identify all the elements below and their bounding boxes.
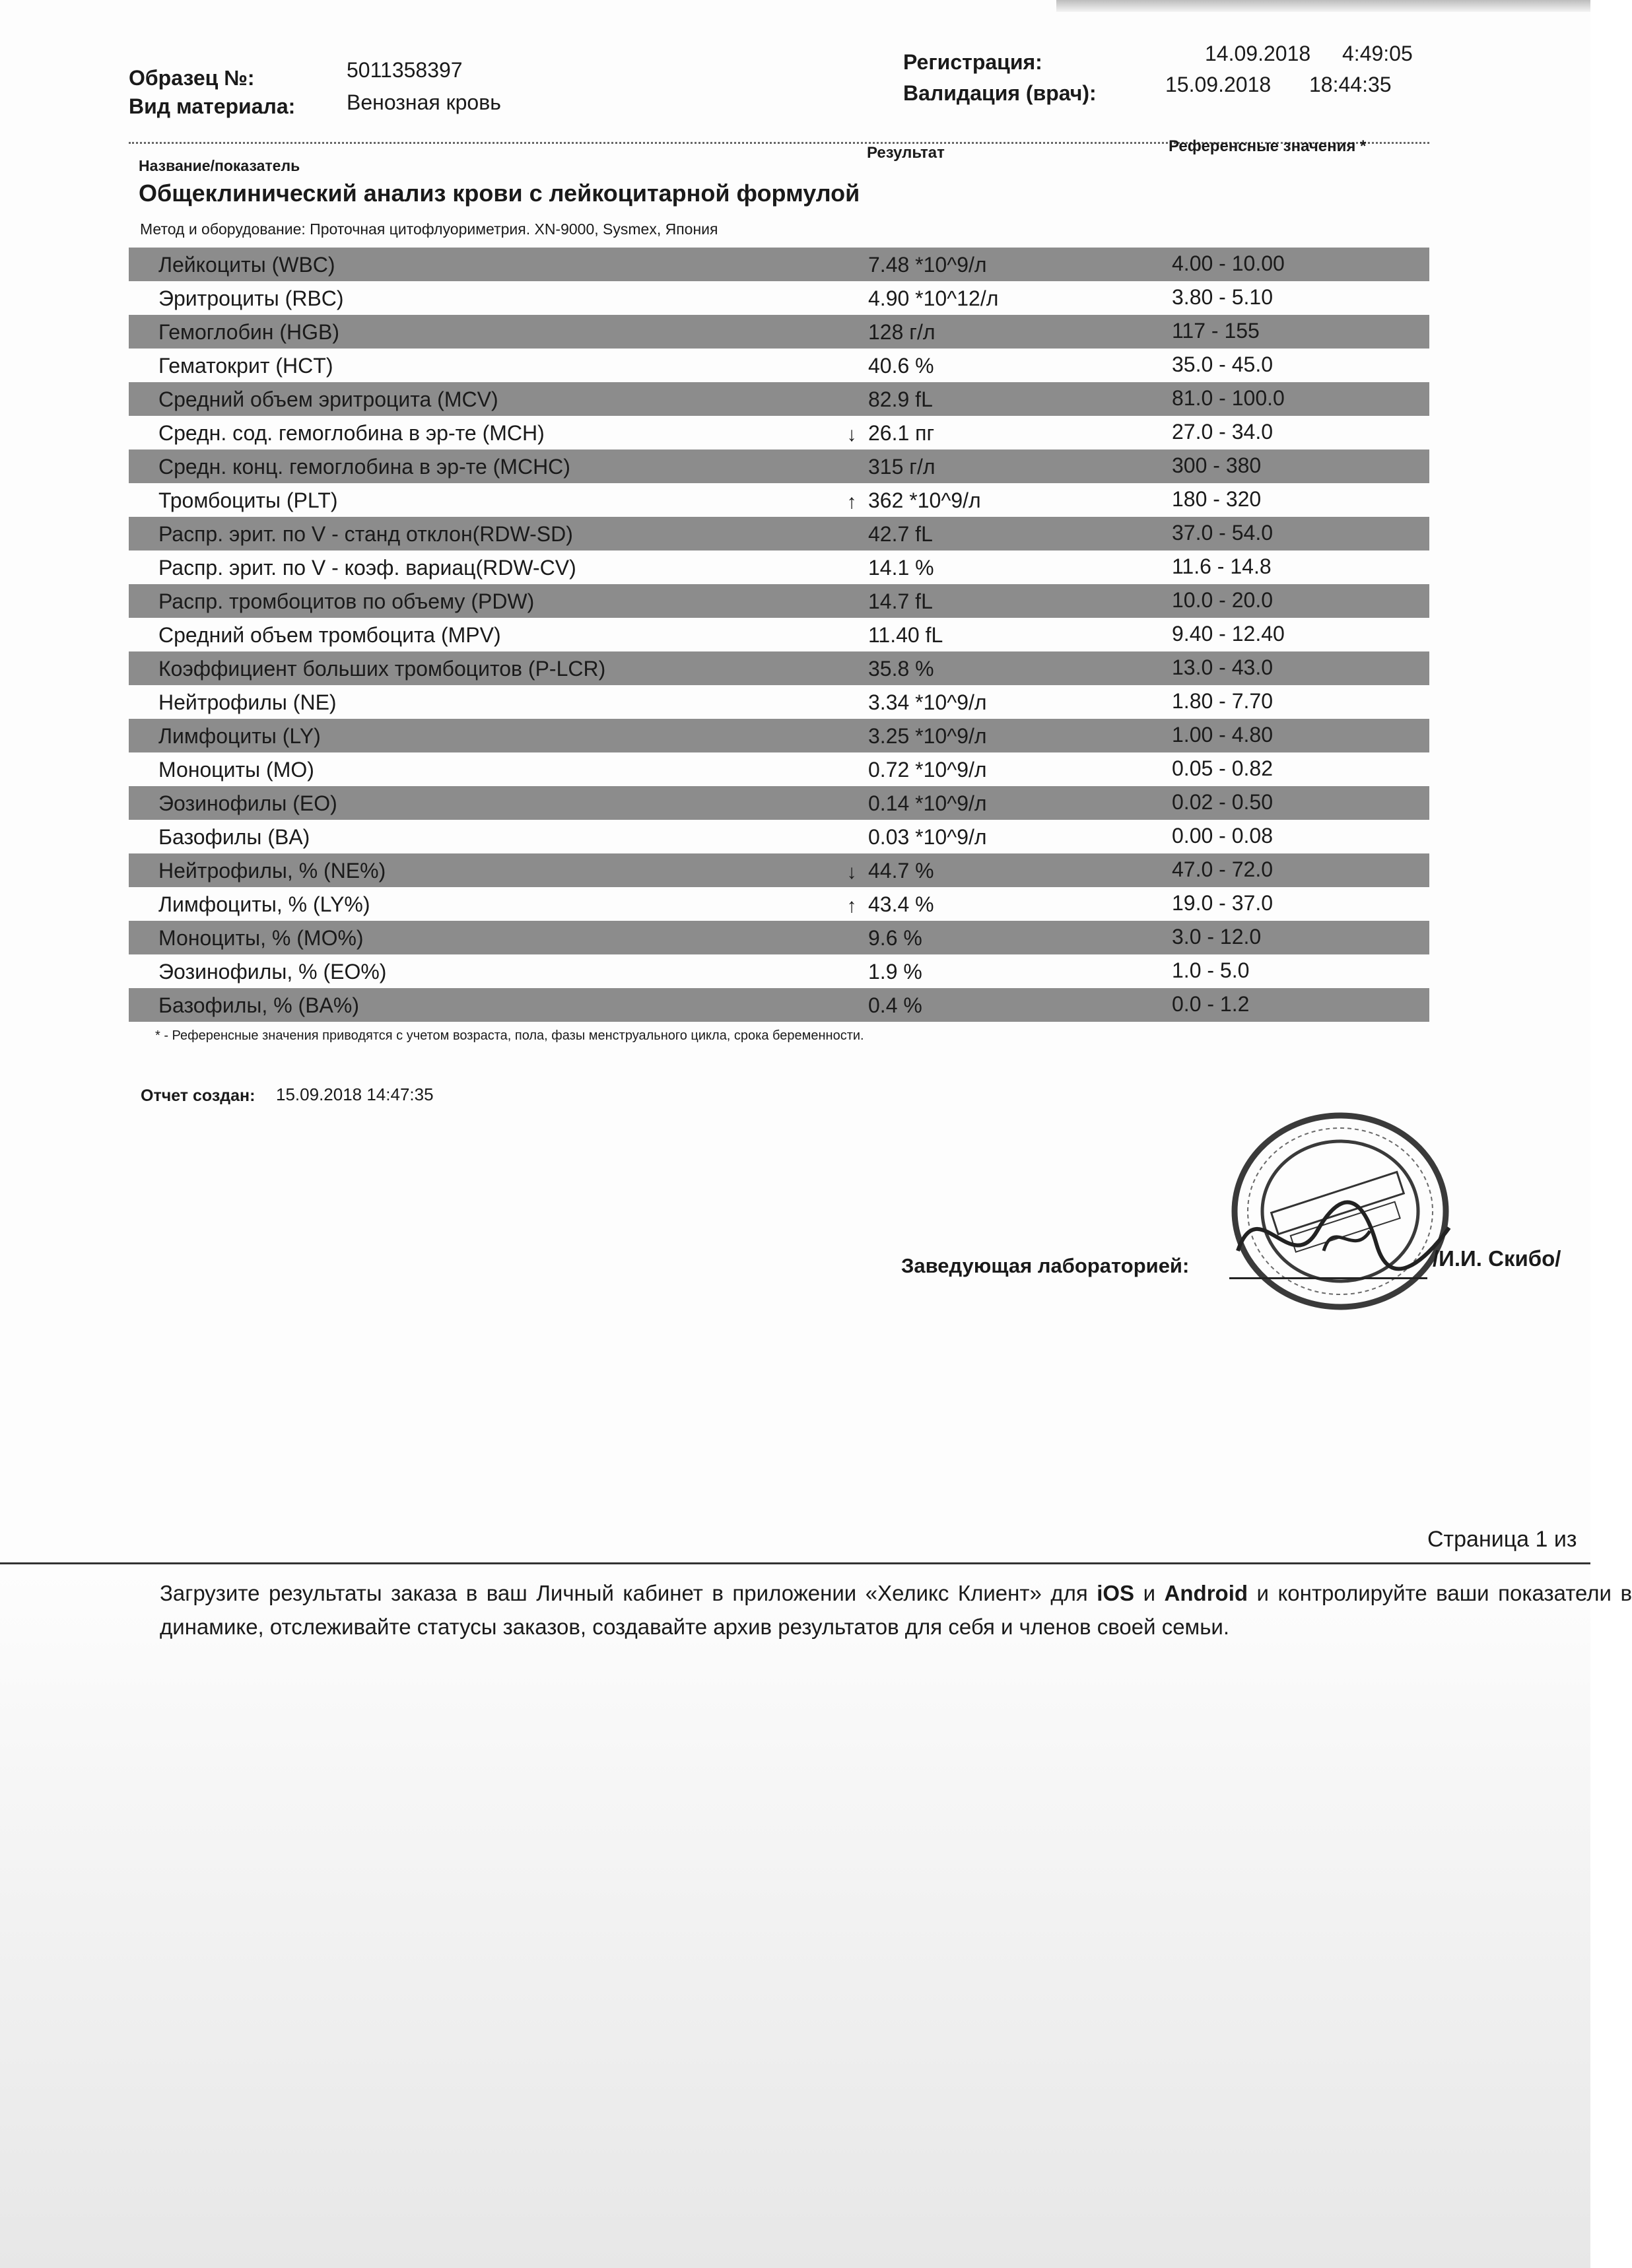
table-row bbox=[129, 281, 1429, 315]
page-number: Страница 1 из bbox=[1427, 1527, 1577, 1552]
head-of-lab-name: /И.И. Скибо/ bbox=[1433, 1246, 1561, 1271]
abnormal-flag-icon: ↓ bbox=[846, 424, 857, 446]
sample-value: 5011358397 bbox=[347, 58, 463, 82]
result-value: 26.1 пг bbox=[868, 421, 935, 445]
column-header-name: Название/показатель bbox=[139, 157, 300, 174]
results-table bbox=[129, 248, 1429, 1022]
table-row bbox=[129, 651, 1429, 685]
result-value: 11.40 fL bbox=[868, 623, 943, 647]
registration-date: 14.09.2018 bbox=[1205, 42, 1311, 65]
reference-range: 180 - 320 bbox=[1172, 487, 1262, 511]
analyte-name: Распр. эрит. по V - коэф. вариац(RDW-CV) bbox=[158, 556, 576, 580]
analyte-name: Моноциты, % (MO%) bbox=[158, 926, 364, 950]
result-value: 44.7 % bbox=[868, 859, 934, 883]
table-row bbox=[129, 618, 1429, 651]
test-title: Общеклинический анализ крови с лейкоцитарной формулой bbox=[139, 180, 860, 207]
lab-stamp bbox=[1211, 1099, 1469, 1330]
validation-label: Валидация (врач): bbox=[903, 81, 1097, 105]
reference-range: 0.00 - 0.08 bbox=[1172, 824, 1273, 848]
analyte-name: Гематокрит (HCT) bbox=[158, 354, 333, 378]
analyte-name: Базофилы, % (BA%) bbox=[158, 993, 359, 1017]
scan-bottom-shade bbox=[0, 1571, 1590, 2268]
abnormal-flag-icon: ↑ bbox=[846, 491, 857, 513]
result-value: 4.90 *10^12/л bbox=[868, 286, 999, 310]
table-row bbox=[129, 820, 1429, 853]
abnormal-flag-icon: ↓ bbox=[846, 861, 857, 883]
report-created-label: Отчет создан: bbox=[141, 1086, 255, 1105]
scan-edge-shadow bbox=[1056, 0, 1590, 12]
report-created-value: 15.09.2018 14:47:35 bbox=[276, 1084, 434, 1104]
reference-range: 1.0 - 5.0 bbox=[1172, 958, 1250, 982]
promo-and: и bbox=[1134, 1581, 1165, 1605]
table-row bbox=[129, 382, 1429, 416]
reference-range: 19.0 - 37.0 bbox=[1172, 891, 1273, 915]
reference-range: 300 - 380 bbox=[1172, 453, 1262, 477]
table-row bbox=[129, 921, 1429, 954]
analyte-name: Коэффициент больших тромбоцитов (P-LCR) bbox=[158, 657, 606, 681]
result-value: 0.72 *10^9/л bbox=[868, 758, 987, 782]
reference-range: 3.0 - 12.0 bbox=[1172, 925, 1262, 949]
result-value: 128 г/л bbox=[868, 320, 935, 344]
table-row bbox=[129, 954, 1429, 988]
analyte-name: Нейтрофилы (NE) bbox=[158, 690, 337, 714]
analyte-name: Тромбоциты (PLT) bbox=[158, 488, 338, 512]
sample-label: Образец №: bbox=[129, 66, 255, 90]
method-line: Метод и оборудование: Проточная цитофлуориметрия. XN-9000, Sysmex, Япония bbox=[140, 220, 718, 238]
result-value: 14.7 fL bbox=[868, 589, 933, 613]
analyte-name: Лейкоциты (WBC) bbox=[158, 253, 335, 277]
result-value: 43.4 % bbox=[868, 892, 934, 916]
promo-text-2: и контролируйте ваши показатели в динамике, отслеживайте статусы заказов, создавайте архив результатов для себя и членов своей семьи. bbox=[160, 1581, 1632, 1639]
reference-range: 11.6 - 14.8 bbox=[1172, 554, 1272, 578]
table-row bbox=[129, 483, 1429, 517]
result-value: 3.25 *10^9/л bbox=[868, 724, 987, 748]
result-value: 14.1 % bbox=[868, 556, 934, 580]
reference-range: 35.0 - 45.0 bbox=[1172, 352, 1273, 376]
result-value: 35.8 % bbox=[868, 657, 934, 681]
column-header-result: Результат bbox=[867, 144, 945, 162]
table-row bbox=[129, 248, 1429, 281]
result-value: 0.03 *10^9/л bbox=[868, 825, 987, 849]
result-value: 9.6 % bbox=[868, 926, 922, 950]
table-row bbox=[129, 416, 1429, 450]
reference-footnote: * - Референсные значения приводятся с учетом возраста, пола, фазы менструального цикла, срока беременности. bbox=[155, 1028, 864, 1043]
reference-range: 0.0 - 1.2 bbox=[1172, 992, 1250, 1016]
table-row bbox=[129, 517, 1429, 550]
analyte-name: Средний объем тромбоцита (MPV) bbox=[158, 623, 501, 647]
analyte-name: Моноциты (MO) bbox=[158, 758, 314, 782]
column-header-reference: Референсные значения * bbox=[1169, 137, 1367, 155]
reference-range: 1.80 - 7.70 bbox=[1172, 689, 1273, 713]
registration-label: Регистрация: bbox=[903, 50, 1042, 74]
reference-range: 27.0 - 34.0 bbox=[1172, 420, 1273, 444]
reference-range: 37.0 - 54.0 bbox=[1172, 521, 1273, 545]
result-value: 315 г/л bbox=[868, 455, 935, 479]
table-row bbox=[129, 786, 1429, 820]
reference-range: 4.00 - 10.00 bbox=[1172, 251, 1285, 275]
table-row bbox=[129, 719, 1429, 752]
reference-range: 1.00 - 4.80 bbox=[1172, 723, 1273, 747]
result-value: 362 *10^9/л bbox=[868, 488, 981, 512]
result-value: 42.7 fL bbox=[868, 522, 933, 546]
abnormal-flag-icon: ↑ bbox=[846, 895, 857, 917]
reference-range: 0.02 - 0.50 bbox=[1172, 790, 1273, 814]
analyte-name: Лимфоциты (LY) bbox=[158, 724, 321, 748]
reference-range: 3.80 - 5.10 bbox=[1172, 285, 1273, 309]
promo-ios: iOS bbox=[1097, 1581, 1135, 1605]
analyte-name: Базофилы (BA) bbox=[158, 825, 310, 849]
reference-range: 47.0 - 72.0 bbox=[1172, 857, 1273, 881]
promo-android: Android bbox=[1164, 1581, 1248, 1605]
table-row bbox=[129, 887, 1429, 921]
table-row bbox=[129, 349, 1429, 382]
app-promo-text bbox=[160, 1576, 1632, 1644]
analyte-name: Распр. тромбоцитов по объему (PDW) bbox=[158, 589, 535, 613]
result-value: 82.9 fL bbox=[868, 387, 933, 411]
registration-time: 4:49:05 bbox=[1342, 42, 1413, 65]
table-row bbox=[129, 450, 1429, 483]
reference-range: 9.40 - 12.40 bbox=[1172, 622, 1285, 646]
result-value: 1.9 % bbox=[868, 960, 922, 984]
table-row bbox=[129, 752, 1429, 786]
table-row bbox=[129, 988, 1429, 1022]
signature-line bbox=[1229, 1277, 1427, 1279]
analyte-name: Эозинофилы (EO) bbox=[158, 791, 337, 815]
material-value: Венозная кровь bbox=[347, 90, 501, 114]
result-value: 3.34 *10^9/л bbox=[868, 690, 987, 714]
analyte-name: Эозинофилы, % (EO%) bbox=[158, 960, 387, 984]
reference-range: 117 - 155 bbox=[1172, 319, 1260, 343]
analyte-name: Эритроциты (RBC) bbox=[158, 286, 344, 310]
analyte-name: Средн. конц. гемоглобина в эр-те (MCHC) bbox=[158, 455, 570, 479]
reference-range: 10.0 - 20.0 bbox=[1172, 588, 1273, 612]
result-value: 40.6 % bbox=[868, 354, 934, 378]
table-row bbox=[129, 315, 1429, 349]
result-value: 0.14 *10^9/л bbox=[868, 791, 987, 815]
analyte-name: Распр. эрит. по V - станд отклон(RDW-SD) bbox=[158, 522, 573, 546]
analyte-name: Средн. сод. гемоглобина в эр-те (MCH) bbox=[158, 421, 545, 445]
footer-divider bbox=[0, 1562, 1590, 1564]
table-row bbox=[129, 685, 1429, 719]
reference-range: 13.0 - 43.0 bbox=[1172, 655, 1273, 679]
result-value: 0.4 % bbox=[868, 993, 922, 1017]
analyte-name: Нейтрофилы, % (NE%) bbox=[158, 859, 386, 883]
head-of-lab-label: Заведующая лабораторией: bbox=[901, 1254, 1190, 1277]
validation-time: 18:44:35 bbox=[1309, 73, 1392, 96]
material-label: Вид материала: bbox=[129, 94, 296, 118]
reference-range: 0.05 - 0.82 bbox=[1172, 756, 1273, 780]
analyte-name: Лимфоциты, % (LY%) bbox=[158, 892, 370, 916]
table-row bbox=[129, 853, 1429, 887]
table-row bbox=[129, 584, 1429, 618]
result-value: 7.48 *10^9/л bbox=[868, 253, 987, 277]
reference-range: 81.0 - 100.0 bbox=[1172, 386, 1285, 410]
promo-text-1: Загрузите результаты заказа в ваш Личный кабинет в приложении «Хеликс Клиент» для bbox=[160, 1581, 1097, 1605]
validation-date: 15.09.2018 bbox=[1165, 73, 1272, 96]
analyte-name: Средний объем эритроцита (MCV) bbox=[158, 387, 498, 411]
table-row bbox=[129, 550, 1429, 584]
analyte-name: Гемоглобин (HGB) bbox=[158, 320, 339, 344]
